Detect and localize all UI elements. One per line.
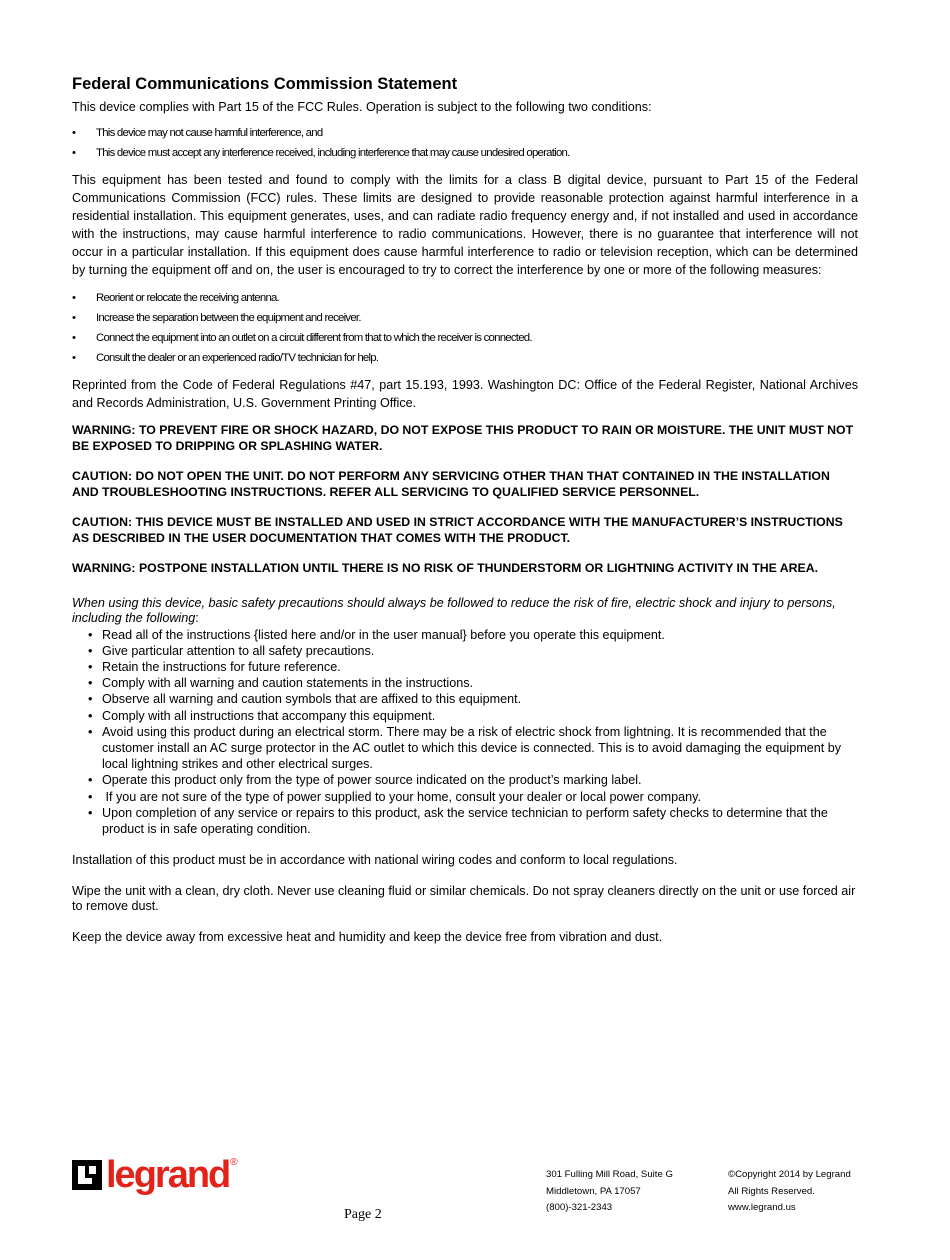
address-line: 301 Fulling Mill Road, Suite G bbox=[546, 1169, 673, 1180]
page-number: Page 2 bbox=[344, 1207, 382, 1222]
list-item: • Retain the instructions for future reference. bbox=[72, 659, 858, 675]
page-title: Federal Communications Commission Statement bbox=[72, 75, 458, 93]
logo-wordmark: legrand bbox=[106, 1154, 230, 1196]
list-item: • Operate this product only from the type of power source indicated on the product’s marking label. bbox=[72, 772, 858, 788]
list-item: • This device must accept any interference received, including interference that may cause undesired operation. bbox=[72, 143, 858, 163]
list-item: • If you are not sure of the type of power supplied to your home, consult your dealer or local power company. bbox=[72, 789, 858, 805]
website-link[interactable]: www.legrand.us bbox=[728, 1202, 796, 1213]
list-item: • Observe all warning and caution symbols that are affixed to this equipment. bbox=[72, 691, 858, 707]
caution-install: CAUTION: THIS DEVICE MUST BE INSTALLED AND USED IN STRICT ACCORDANCE WITH THE MANUFACTURER’S INSTRUCTIONS AS DESCRIBED IN THE USER DOCUMENTATION THAT COMES WITH THE PRODUCT. bbox=[72, 515, 843, 545]
list-item: • Upon completion of any service or repairs to this product, ask the service technician to perform safety checks to determine that the product is in safe operating condition. bbox=[72, 805, 858, 837]
keep-paragraph: Keep the device away from excessive heat and humidity and keep the device free from vibration and dust. bbox=[72, 929, 663, 944]
list-item: • Reorient or relocate the receiving antenna. bbox=[72, 288, 858, 308]
list-item: • Comply with all warning and caution statements in the instructions. bbox=[72, 675, 858, 691]
list-item: • Comply with all instructions that accompany this equipment. bbox=[72, 708, 858, 724]
footer-address bbox=[546, 1167, 673, 1217]
legrand-logo-icon bbox=[72, 1158, 102, 1192]
phone-number: (800)-321-2343 bbox=[546, 1202, 613, 1213]
list-item: • Give particular attention to all safety precautions. bbox=[72, 643, 858, 659]
registered-mark: ® bbox=[230, 1157, 238, 1168]
footer-copyright bbox=[728, 1167, 851, 1217]
conditions-list bbox=[72, 123, 858, 163]
reprinted-paragraph: Reprinted from the Code of Federal Regulations #47, part 15.193, 1993. Washington DC: Office of the Federal Register, National Archives and Records Administration, U.S. Government Printing Office. bbox=[72, 378, 858, 410]
legrand-logo bbox=[72, 1153, 238, 1197]
warning-fire: WARNING: TO PREVENT FIRE OR SHOCK HAZARD, DO NOT EXPOSE THIS PRODUCT TO RAIN OR MOISTURE. THE UNIT MUST NOT BE EXPOSED TO DRIPPING OR SPLASHING WATER. bbox=[72, 423, 854, 453]
measures-list bbox=[72, 288, 858, 368]
installation-paragraph: Installation of this product must be in accordance with national wiring codes and conform to local regulations. bbox=[72, 853, 678, 868]
warning-thunderstorm: WARNING: POSTPONE INSTALLATION UNTIL THERE IS NO RISK OF THUNDERSTORM OR LIGHTNING ACTIVITY IN THE AREA. bbox=[72, 561, 819, 575]
safety-intro: When using this device, basic safety precautions should always be followed to reduce the risk of fire, electric shock and injury to persons, including the following: bbox=[72, 595, 836, 625]
safety-list bbox=[72, 627, 858, 838]
intro-paragraph: This device complies with Part 15 of the FCC Rules. Operation is subject to the following two conditions: bbox=[72, 100, 652, 114]
list-item: • Avoid using this product during an electrical storm. There may be a risk of electric shock from lightning. It is recommended that the customer install an AC surge protector in the AC outlet to which this device is connected. This is to avoid damaging the equipment by local lightning strikes and other electrical surges. bbox=[72, 724, 858, 773]
document-body bbox=[72, 74, 858, 945]
caution-open: CAUTION: DO NOT OPEN THE UNIT. DO NOT PERFORM ANY SERVICING OTHER THAN THAT CONTAINED IN THE INSTALLATION AND TROUBLESHOOTING INSTRUCTIONS. REFER ALL SERVICING TO QUALIFIED SERVICE PERSONNEL. bbox=[72, 469, 830, 499]
tested-paragraph: This equipment has been tested and found to comply with the limits for a class B digital device, pursuant to Part 15 of the Federal Communications Commission (FCC) rules. These limits are designed to provide reasonable protection against harmful interference in a residential installation. This equipment generates, uses, and can radiate radio frequency energy and, if not installed and used in accordance with the instructions, may cause harmful interference to radio communications. However, there is no guarantee that interference will not occur in a particular installation. If this equipment does cause harmful interference to radio or television reception, which can be determined by turning the equipment off and on, the user is encouraged to try to correct the interference by one or more of the following measures: bbox=[72, 173, 858, 277]
list-item: • Read all of the instructions {listed here and/or in the user manual} before you operate this equipment. bbox=[72, 627, 858, 643]
address-line: Middletown, PA 17057 bbox=[546, 1185, 641, 1197]
list-item: • Consult the dealer or an experienced radio/TV technician for help. bbox=[72, 348, 858, 368]
list-item: • This device may not cause harmful interference, and bbox=[72, 123, 858, 143]
list-item: • Increase the separation between the equipment and receiver. bbox=[72, 308, 858, 328]
rights-line: All Rights Reserved. bbox=[728, 1185, 815, 1197]
list-item: • Connect the equipment into an outlet on a circuit different from that to which the receiver is connected. bbox=[72, 328, 858, 348]
copyright-line: ©Copyright 2014 by Legrand bbox=[728, 1169, 851, 1180]
wipe-paragraph: Wipe the unit with a clean, dry cloth. Never use cleaning fluid or similar chemicals. Do not spray cleaners directly on the unit or use forced air to remove dust. bbox=[72, 883, 856, 914]
